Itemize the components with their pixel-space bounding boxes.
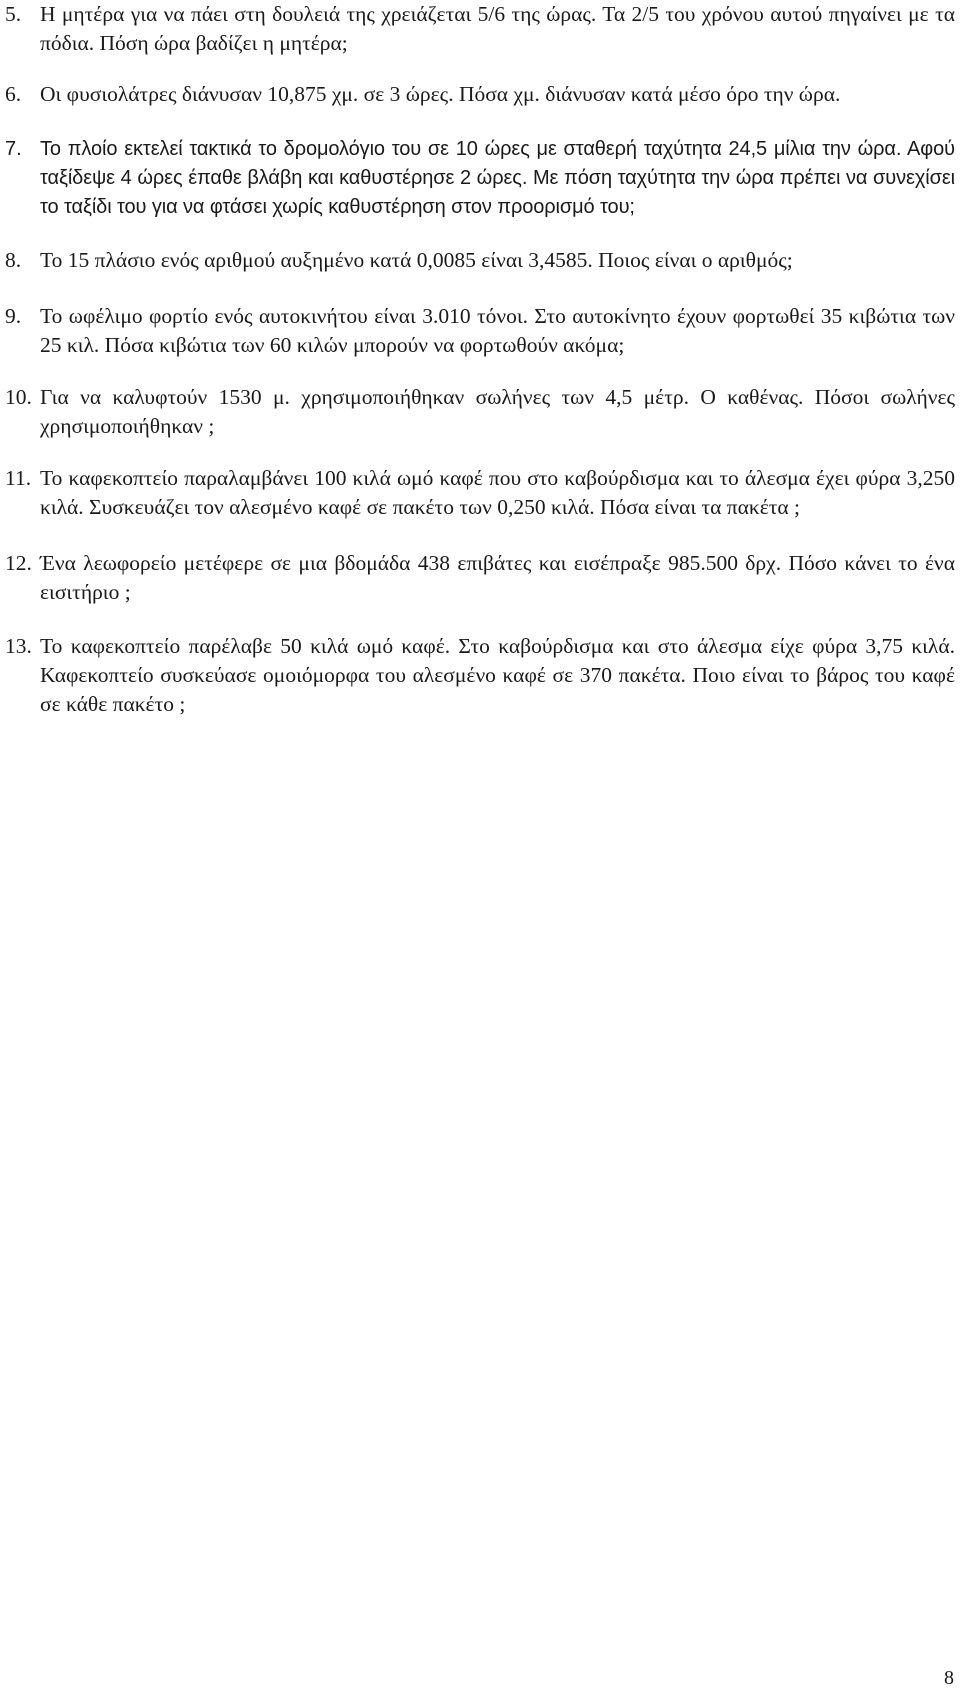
problem-7	[5, 135, 955, 222]
problem-8	[5, 246, 955, 275]
problem-number: 5.	[5, 2, 22, 26]
problem-text: Το 15 πλάσιο ενός αριθμού αυξημένο κατά 0,0085 είναι 3,4585. Ποιος είναι ο αριθμός;	[40, 248, 793, 272]
problem-11	[5, 464, 955, 522]
problem-text: Το καφεκοπτείο παρέλαβε 50 κιλά ωμό καφέ. Στο καβούρδισμα και στο άλεσμα είχε φύρα 3,75 κιλά. Καφεκοπτείο συσκεύασε ομοιόμορφα του αλεσμένο καφέ σε 370 πακέτα. Ποιο είναι το βάρος του καφέ σε κάθε πακέτο ;	[40, 634, 955, 716]
problem-number: 9.	[5, 304, 22, 328]
problem-text: Το καφεκοπτείο παραλαμβάνει 100 κιλά ωμό καφέ που στο καβούρδισμα και το άλεσμα έχει φύρα 3,250 κιλά. Συσκευάζει τον αλεσμένο καφέ σε πακέτο των 0,250 κιλά. Πόσα είναι τα πακέτα ;	[40, 466, 955, 519]
problem-text: Η μητέρα για να πάει στη δουλειά της χρειάζεται 5/6 της ώρας. Τα 2/5 του χρόνου αυτού πηγαίνει με τα πόδια. Πόση ώρα βαδίζει η μητέρα;	[40, 2, 955, 55]
problem-9	[5, 302, 955, 360]
problem-10	[5, 383, 955, 441]
problem-6	[5, 80, 955, 109]
problem-text: Για να καλυφτούν 1530 μ. χρησιμοποιήθηκαν σωλήνες των 4,5 μέτρ. Ο καθένας. Πόσοι σωλήνες χρησιμοποιήθηκαν ;	[40, 385, 955, 438]
problem-5	[5, 0, 955, 58]
problem-text: Το πλοίο εκτελεί τακτικά το δρομολόγιο του σε 10 ώρες με σταθερή ταχύτητα 24,5 μίλια την ώρα. Αφού ταξίδεψε 4 ώρες έπαθε βλάβη και καθυστέρησε 2 ώρες. Με πόση ταχύτητα την ώρα πρέπει να συνεχίσει το ταξίδι του για να φτάσει χωρίς καθυστέρηση στον προορισμό του;	[40, 138, 955, 218]
problem-number: 7.	[5, 138, 22, 160]
problem-text: Το ωφέλιμο φορτίο ενός αυτοκινήτου είναι 3.010 τόνοι. Στο αυτοκίνητο έχουν φορτωθεί 35 κιβώτια των 25 κιλ. Πόσα κιβώτια των 60 κιλών μπορούν να φορτωθούν ακόμα;	[40, 304, 955, 357]
problem-number: 8.	[5, 248, 22, 272]
problem-number: 12.	[5, 551, 32, 575]
problem-number: 6.	[5, 82, 22, 106]
page-number: 8	[944, 1667, 954, 1689]
problem-text: Ένα λεωφορείο μετέφερε σε μια βδομάδα 438 επιβάτες και εισέπραξε 985.500 δρχ. Πόσο κάνει το ένα εισιτήριο ;	[40, 551, 955, 604]
problem-text: Οι φυσιολάτρες διάνυσαν 10,875 χμ. σε 3 ώρες. Πόσα χμ. διάνυσαν κατά μέσο όρο την ώρα.	[40, 82, 841, 106]
problem-13	[5, 632, 955, 719]
problem-number: 11.	[5, 466, 32, 490]
problem-number: 10.	[5, 385, 32, 409]
problem-number: 13.	[5, 634, 32, 658]
problem-12	[5, 549, 955, 607]
